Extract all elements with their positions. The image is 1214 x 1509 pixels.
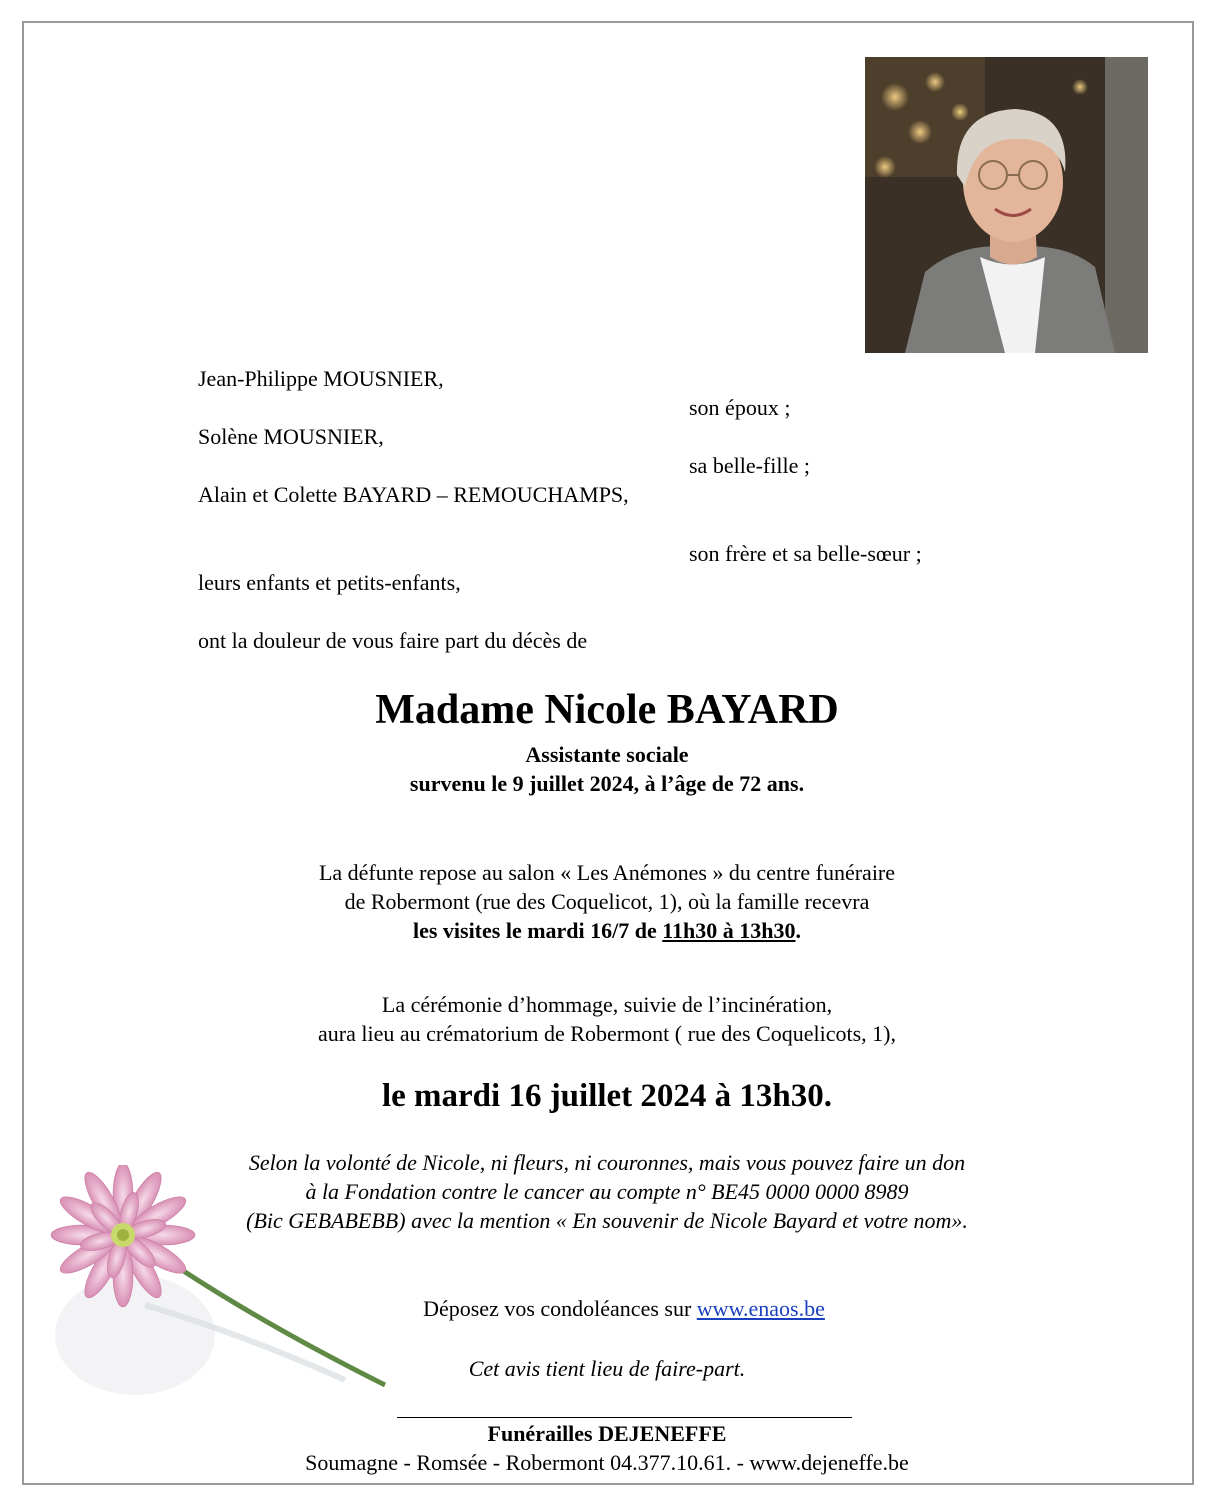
visitation-time: 11h30 à 13h30 bbox=[662, 918, 796, 943]
visitation-line-2: de Robermont (rue des Coquelicot, 1), où la famille recevra bbox=[344, 889, 870, 914]
notice-text: Cet avis tient lieu de faire-part. bbox=[468, 1356, 746, 1381]
wishes-line-1: Selon la volonté de Nicole, ni fleurs, ni couronnes, mais vous pouvez faire un don bbox=[248, 1150, 966, 1175]
portrait-illustration bbox=[865, 57, 1148, 353]
visitation-suffix: . bbox=[795, 918, 802, 943]
family-relation-3: son frère et sa belle-sœur ; bbox=[689, 541, 922, 566]
condolences-prefix: Déposez vos condoléances sur bbox=[423, 1296, 697, 1321]
wishes-line-2: à la Fondation contre le cancer au compte n° BE45 0000 0000 8989 bbox=[305, 1179, 909, 1204]
funeral-company-details: Soumagne - Romsée - Robermont 04.377.10.61. - www.dejeneffe.be bbox=[305, 1450, 909, 1475]
family-name-3: Alain et Colette BAYARD – REMOUCHAMPS, bbox=[198, 482, 629, 507]
visitation-line-3 bbox=[0, 918, 1214, 944]
wishes-line-3: (Bic GEBABEBB) avec la mention « En souvenir de Nicole Bayard et votre nom». bbox=[246, 1208, 968, 1233]
death-info: survenu le 9 juillet 2024, à l’âge de 72 ans. bbox=[409, 771, 805, 796]
family-name-1: Jean-Philippe MOUSNIER, bbox=[198, 366, 444, 391]
deceased-name: Madame Nicole BAYARD bbox=[375, 687, 839, 733]
condolences-link[interactable]: www.enaos.be bbox=[696, 1296, 825, 1321]
announcement-text: ont la douleur de vous faire part du décès de bbox=[198, 628, 588, 653]
ceremony-date: le mardi 16 juillet 2024 à 13h30. bbox=[381, 1078, 833, 1114]
family-name-2: Solène MOUSNIER, bbox=[198, 424, 384, 449]
ceremony-line-1: La cérémonie d’hommage, suivie de l’incinération, bbox=[381, 992, 833, 1017]
visitation-prefix: les visites le mardi 16/7 de bbox=[412, 918, 663, 943]
condolences-line bbox=[0, 1296, 1214, 1322]
deceased-profession: Assistante sociale bbox=[525, 742, 689, 767]
ceremony-line-2: aura lieu au crématorium de Robermont ( rue des Coquelicots, 1), bbox=[318, 1021, 896, 1046]
portrait-photo bbox=[865, 57, 1148, 353]
family-relation-1: son époux ; bbox=[689, 395, 791, 420]
visitation-line-1: La défunte repose au salon « Les Anémones » du centre funéraire bbox=[318, 860, 896, 885]
footer-divider bbox=[397, 1417, 852, 1418]
funeral-company: Funérailles DEJENEFFE bbox=[487, 1421, 727, 1446]
family-name-4: leurs enfants et petits-enfants, bbox=[198, 570, 461, 595]
family-relation-2: sa belle-fille ; bbox=[689, 453, 810, 478]
